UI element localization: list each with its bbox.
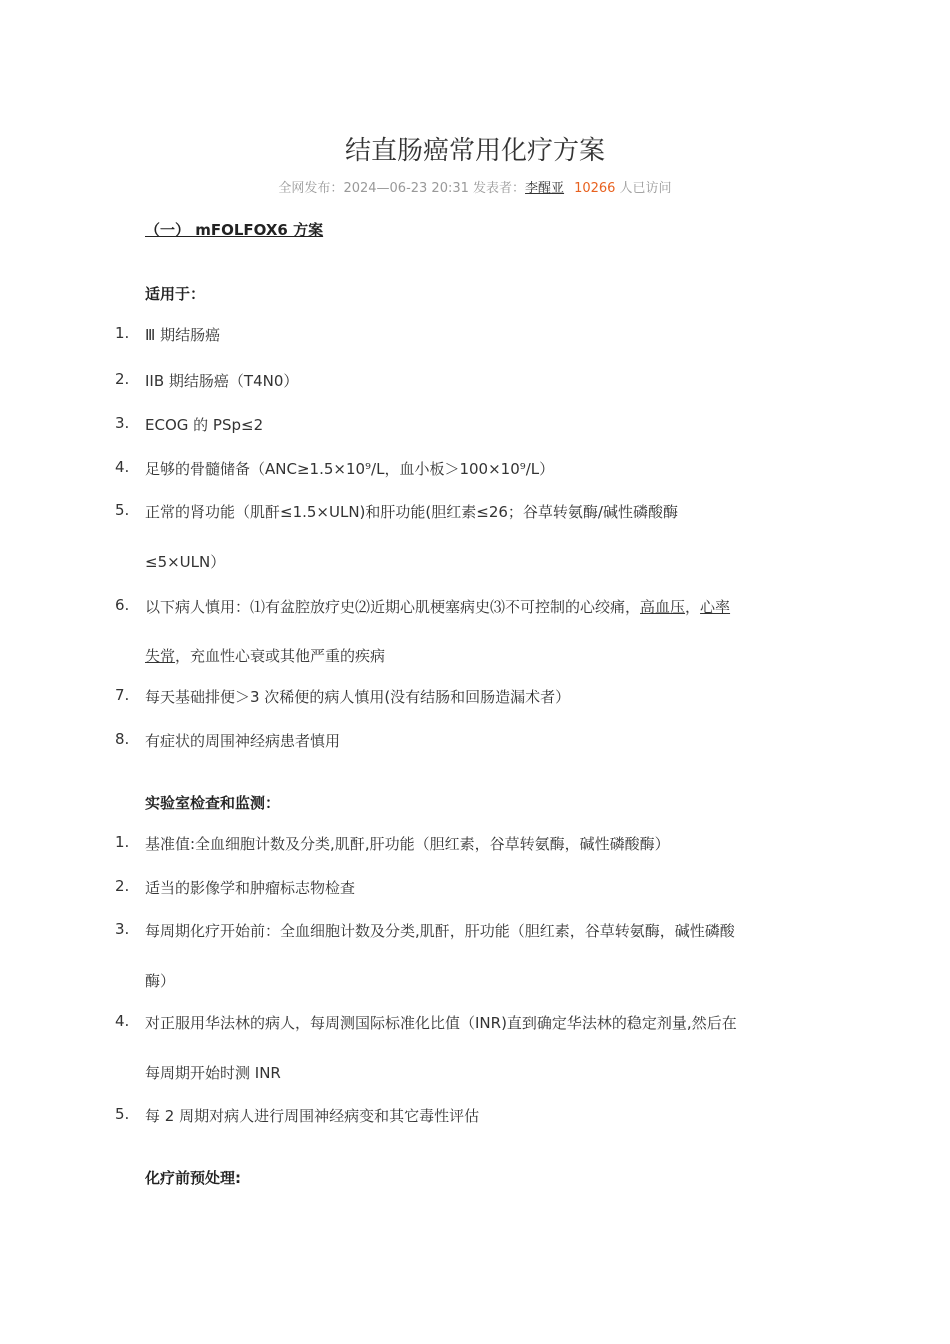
list-text: 每周期化疗开始前：全血细胞计数及分类,肌酐，肝功能（胆红素，谷草转氨酶，碱性磷酸 xyxy=(145,922,735,940)
list-number: 3. xyxy=(115,414,130,432)
list-text: 适当的影像学和肿瘤标志物检查 xyxy=(145,879,356,897)
list-text: 有症状的周围神经病患者慎用 xyxy=(145,732,341,750)
list-text: 正常的肾功能（肌酐≤1.5×ULN)和肝功能(胆红素≤26；谷草转氨酶/碱性磷酸酶 xyxy=(145,503,678,521)
list-number: 3. xyxy=(115,920,130,938)
list-text: ECOG 的 PSp≤2 xyxy=(145,416,264,434)
list-text: 基准值:全血细胞计数及分类,肌酐,肝功能（胆红素，谷草转氨酶，碱性磷酸酶） xyxy=(145,835,670,853)
list-number: 2. xyxy=(115,877,130,895)
list-text-continued: 酶） xyxy=(145,972,176,990)
author-link[interactable]: 李醒亚 xyxy=(525,181,565,196)
list-text: 对正服用华法林的病人，每周测国际标准化比值（INR)直到确定华法林的稳定剂量,然后在 xyxy=(145,1014,737,1032)
section-title: （一） mFOLFOX6 方案 xyxy=(145,221,324,239)
list-text-part: ， xyxy=(685,598,701,616)
list-text: 足够的骨髓储备（ANC≥1.5×10⁹/L，血小板＞100×10⁹/L） xyxy=(145,460,555,478)
list-number: 5. xyxy=(115,1105,130,1123)
list-text xyxy=(145,596,730,617)
indications-heading: 适用于： xyxy=(145,285,206,303)
visit-count: 10266 xyxy=(574,181,616,196)
list-text-part: 以下病人慎用：⑴有盆腔放疗史⑵近期心肌梗塞病史⑶不可控制的心绞痛， xyxy=(145,598,641,616)
article-title: 结直肠癌常用化疗方案 xyxy=(344,136,605,166)
list-text-continued: 每周期开始时测 INR xyxy=(145,1064,281,1082)
premed-heading: 化疗前预处理: xyxy=(145,1169,241,1187)
list-text-part: ，充血性心衰或其他严重的疾病 xyxy=(175,647,386,665)
published-date: 2024—06-23 20:31 xyxy=(343,181,469,196)
hypertension-link[interactable]: 高血压 xyxy=(640,598,686,616)
list-text: 每天基础排便＞3 次稀便的病人慎用(没有结肠和回肠造漏术者） xyxy=(145,688,571,706)
list-number: 8. xyxy=(115,730,130,748)
list-text-continued xyxy=(145,645,385,666)
list-number: 5. xyxy=(115,501,130,519)
list-text-continued: ≤5×ULN） xyxy=(145,553,226,571)
lab-heading: 实验室检查和监测： xyxy=(145,794,281,812)
list-number: 4. xyxy=(115,1012,130,1030)
list-number: 6. xyxy=(115,596,130,614)
list-number: 7. xyxy=(115,686,130,704)
list-text: IIB 期结肠癌（T4N0） xyxy=(145,372,299,390)
list-number: 4. xyxy=(115,458,130,476)
list-number: 1. xyxy=(115,833,130,851)
list-text: 每 2 周期对病人进行周围神经病变和其它毒性评估 xyxy=(145,1107,480,1125)
list-text: Ⅲ 期结肠癌 xyxy=(145,326,221,344)
published-label: 全网发布： xyxy=(278,181,344,196)
visit-label: 人已访问 xyxy=(615,181,672,196)
arrhythmia-link[interactable]: 心率 xyxy=(700,598,731,616)
article-meta xyxy=(0,177,950,196)
arrhythmia-link-continued[interactable]: 失常 xyxy=(145,647,176,665)
list-number: 1. xyxy=(115,324,130,342)
list-number: 2. xyxy=(115,370,130,388)
author-label: 发表者： xyxy=(468,181,526,196)
